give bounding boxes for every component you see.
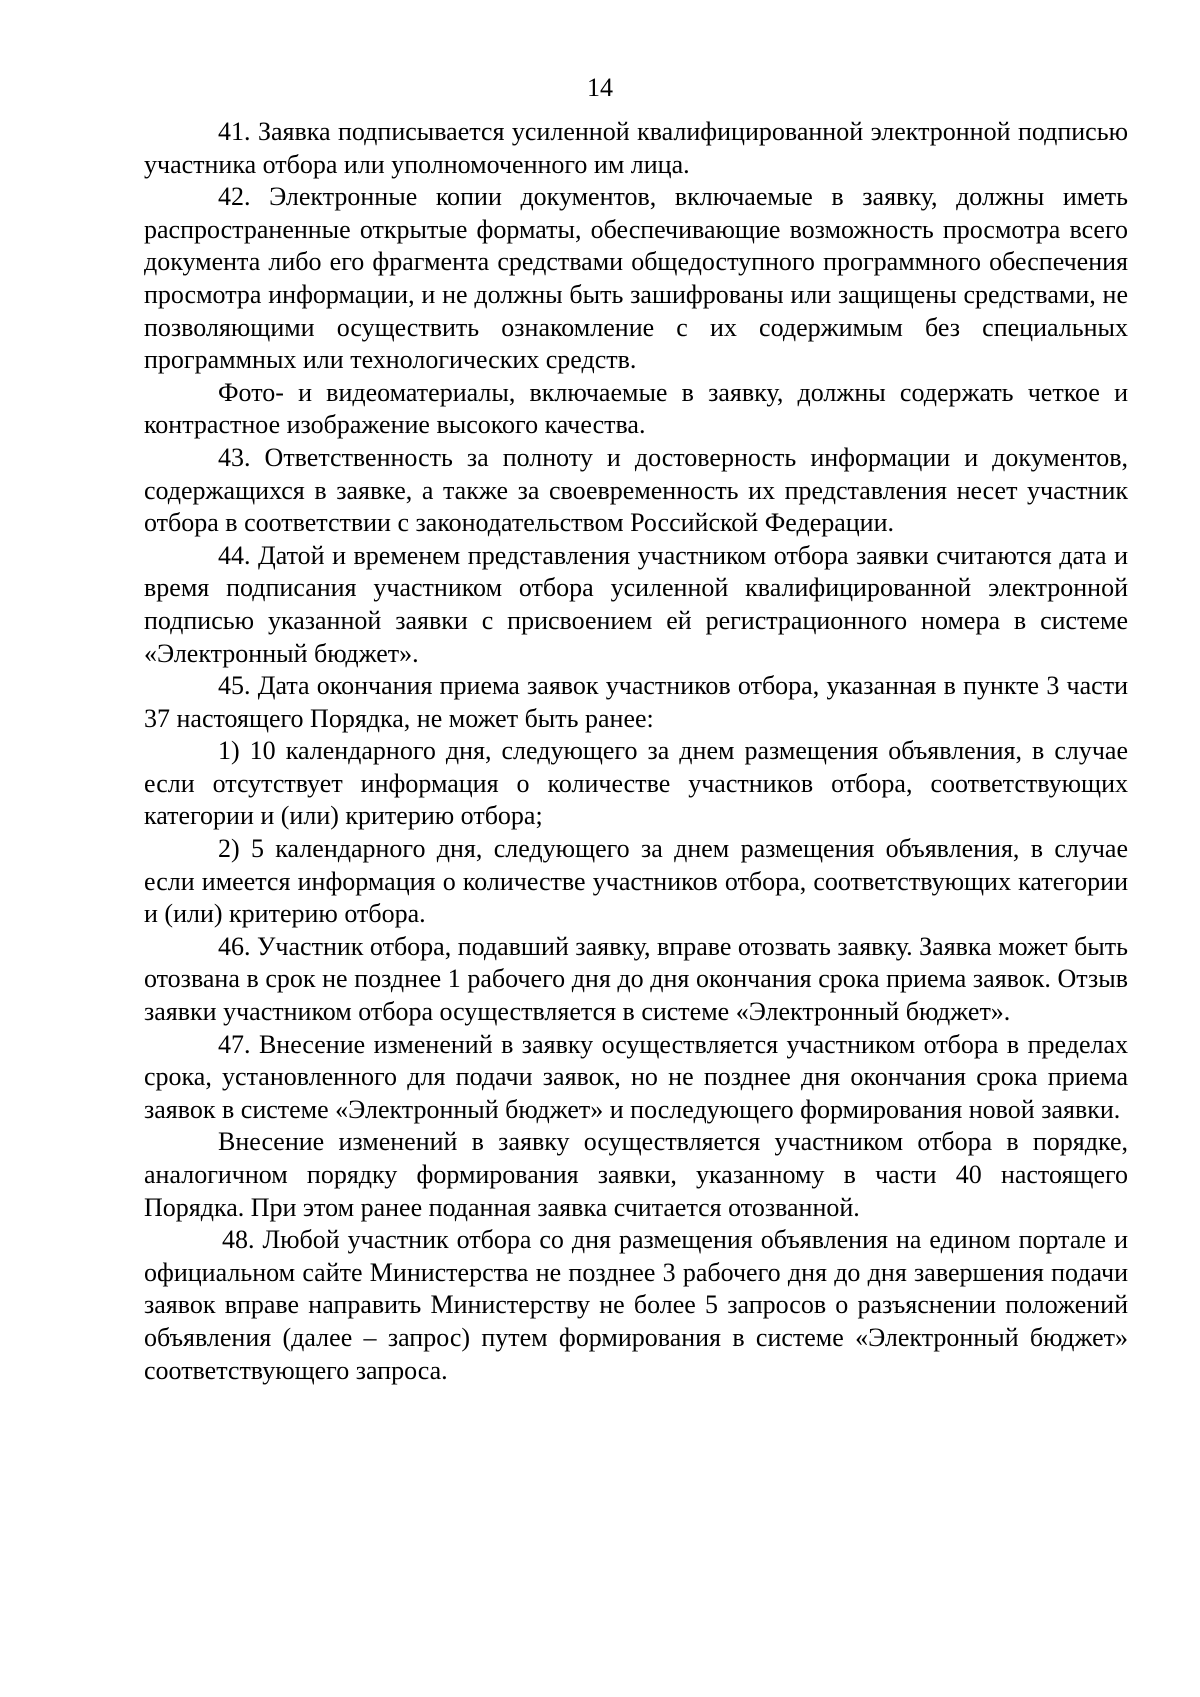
page-number: 14 [587,73,613,102]
paragraph-42-media: Фото- и видеоматериалы, включаемые в заявку, должны содержать четкое и контрастное изображение высокого качества. [144,377,1128,440]
paragraph-42: 42. Электронные копии документов, включаемые в заявку, должны иметь распространенные открытые форматы, обеспечивающие возможность просмотра всего документа либо его фрагмента средствами общедоступного программного обеспечения просмотра информации, и не должны быть зашифрованы или защищены средствами, не позволяющими осуществить ознакомление с их содержимым без специальных программных или технологических средств. [144,182,1128,375]
paragraph-47: 47. Внесение изменений в заявку осуществляется участником отбора в пределах срока, установленного для подачи заявок, но не позднее дня окончания срока приема заявок в системе «Электронный бюджет» и последующего формирования новой заявки. [144,1029,1128,1124]
paragraph-45-item-2: 2) 5 календарного дня, следующего за днем размещения объявления, в случае если имеется информация о количестве участников отбора, соответствующих категории и (или) критерию отбора. [144,834,1128,929]
paragraph-48: 48. Любой участник отбора со дня размещения объявления на едином портале и официальном сайте Министерства не позднее 3 рабочего дня до дня завершения подачи заявок вправе направить Министерству не более 5 запросов о разъяснении положений объявления (далее – запрос) путем формирования в системе «Электронный бюджет» соответствующего запроса. [144,1225,1128,1385]
paragraph-45-item-1: 1) 10 календарного дня, следующего за днем размещения объявления, в случае если отсутствует информация о количестве участников отбора, соответствующих категории и (или) критерию отбора; [144,736,1128,831]
paragraph-44: 44. Датой и временем представления участником отбора заявки считаются дата и время подписания участником отбора усиленной квалифицированной электронной подписью указанной заявки с присвоением ей регистрационного номера в системе «Электронный бюджет». [144,540,1128,668]
paragraph-46: 46. Участник отбора, подавший заявку, вправе отозвать заявку. Заявка может быть отозвана в срок не позднее 1 рабочего дня до дня окончания срока приема заявок. Отзыв заявки участником отбора осуществляется в системе «Электронный бюджет». [144,931,1128,1027]
paragraph-41: 41. Заявка подписывается усиленной квалифицированной электронной подписью участника отбора или уполномоченного им лица. [144,117,1128,179]
paragraph-45: 45. Дата окончания приема заявок участников отбора, указанная в пункте 3 части 37 настоящего Порядка, не может быть ранее: [144,671,1128,733]
paragraph-43: 43. Ответственность за полноту и достоверность информации и документов, содержащихся в заявке, а также за своевременность их представления несет участник отбора в соответствии с законодательством Российской Федерации. [144,442,1128,538]
paragraph-47-changes: Внесение изменений в заявку осуществляется участником отбора в порядке, аналогичном порядку формирования заявки, указанному в части 40 настоящего Порядка. При этом ранее поданная заявка считается отозванной. [144,1127,1128,1222]
document-body [144,116,1128,1387]
